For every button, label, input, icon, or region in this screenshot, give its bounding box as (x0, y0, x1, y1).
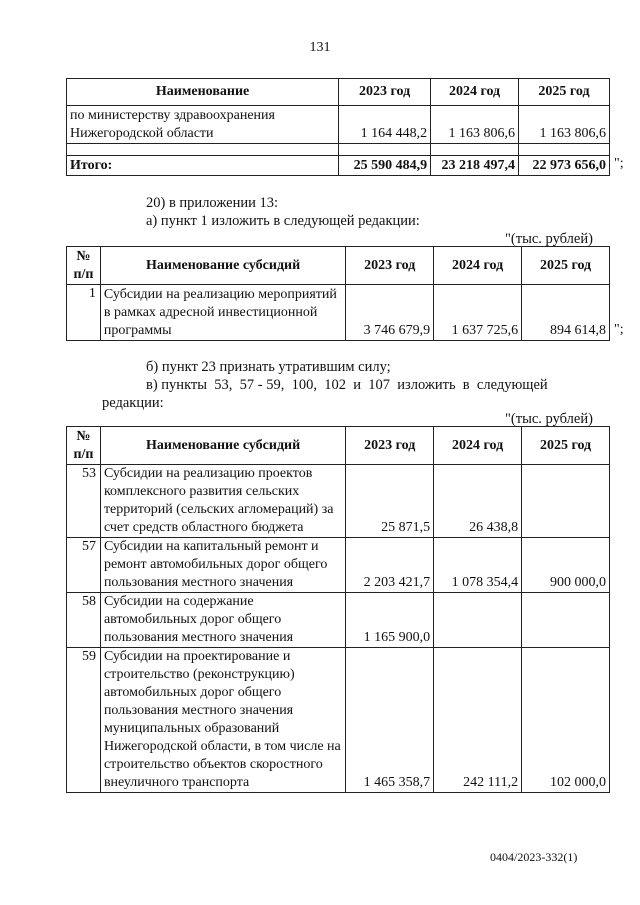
column-header-2024: 2024 год (431, 79, 519, 106)
value-2024: 1 163 806,6 (431, 106, 519, 144)
column-header-index: № п/п (67, 427, 101, 465)
table-row (67, 285, 610, 341)
value-2024: 1 078 354,4 (434, 538, 522, 593)
spacer-row (67, 144, 610, 156)
value-2023: 1 465 358,7 (346, 648, 434, 793)
row-name: Субсидии на реализацию проектов комплексного развития сельских территорий (сельских агломераций) за счет средств областного бюджета (100, 465, 345, 538)
row-index: 57 (67, 538, 101, 593)
summary-table (66, 78, 610, 176)
column-header-2025: 2025 год (522, 427, 610, 465)
column-header-2025: 2025 год (519, 79, 610, 106)
row-name: Субсидии на капитальный ремонт и ремонт автомобильных дорог общего пользования местного значения (100, 538, 345, 593)
table-row (67, 106, 610, 144)
value-2025: 900 000,0 (522, 538, 610, 593)
paragraph: б) пункт 23 признать утратившим силу; (146, 359, 391, 375)
row-name: Субсидии на реализацию мероприятий в рамках адресной инвестиционной программы (100, 285, 345, 341)
value-2023: 1 165 900,0 (346, 593, 434, 648)
row-name-line: по министерству здравоохранения (70, 108, 275, 123)
subsidy-table-items (66, 426, 610, 793)
paragraph: в) пункты 53, 57 - 59, 100, 102 и 107 изложить в следующей (146, 377, 548, 393)
subsidy-table-item1 (66, 246, 610, 341)
units-label: "(тыс. рублей) (505, 411, 593, 427)
column-header-name: Наименование субсидий (100, 427, 345, 465)
column-header-2023: 2023 год (346, 427, 434, 465)
value-2025: 1 163 806,6 (519, 106, 610, 144)
value-2023: 25 871,5 (346, 465, 434, 538)
total-2025: 22 973 656,0 (519, 156, 610, 176)
value-2025 (522, 593, 610, 648)
closing-quote: "; (614, 322, 624, 337)
table-header-row (67, 247, 610, 285)
table-header-row (67, 427, 610, 465)
row-name (67, 106, 339, 144)
row-name: Субсидии на содержание автомобильных дорог общего пользования местного значения (100, 593, 345, 648)
value-2024: 26 438,8 (434, 465, 522, 538)
row-index: 58 (67, 593, 101, 648)
table-row (67, 648, 610, 793)
row-name-line: Нижегородской области (70, 126, 214, 141)
column-header-name: Наименование (67, 79, 339, 106)
value-2024 (434, 593, 522, 648)
column-header-name: Наименование субсидий (100, 247, 345, 285)
table-row (67, 593, 610, 648)
table-row (67, 465, 610, 538)
document-code: 0404/2023-332(1) (490, 850, 578, 864)
column-header-2023: 2023 год (339, 79, 431, 106)
column-header-2024: 2024 год (434, 247, 522, 285)
column-header-2025: 2025 год (522, 247, 610, 285)
value-2024: 242 111,2 (434, 648, 522, 793)
closing-quote: "; (614, 156, 624, 171)
row-index: 1 (67, 285, 101, 341)
value-2023: 1 164 448,2 (339, 106, 431, 144)
total-2023: 25 590 484,9 (339, 156, 431, 176)
value-2023: 3 746 679,9 (346, 285, 434, 341)
column-header-index: № п/п (67, 247, 101, 285)
value-2025: 102 000,0 (522, 648, 610, 793)
value-2025: 894 614,8 (522, 285, 610, 341)
table-row (67, 538, 610, 593)
units-label: "(тыс. рублей) (505, 231, 593, 247)
total-2024: 23 218 497,4 (431, 156, 519, 176)
row-name: Субсидии на проектирование и строительство (реконструкцию) автомобильных дорог общего пользования местного значения муниципальных образований Нижегородской области, в том числе на строительство объектов скоростного внеуличного транспорта (100, 648, 345, 793)
paragraph: редакции: (102, 395, 164, 411)
paragraph: а) пункт 1 изложить в следующей редакции: (146, 213, 420, 229)
value-2025 (522, 465, 610, 538)
total-label: Итого: (67, 156, 339, 176)
value-2023: 2 203 421,7 (346, 538, 434, 593)
column-header-2024: 2024 год (434, 427, 522, 465)
table-header-row (67, 79, 610, 106)
page-number: 131 (309, 40, 331, 55)
row-index: 59 (67, 648, 101, 793)
paragraph: 20) в приложении 13: (146, 195, 279, 211)
total-row (67, 156, 610, 176)
value-2024: 1 637 725,6 (434, 285, 522, 341)
row-index: 53 (67, 465, 101, 538)
column-header-2023: 2023 год (346, 247, 434, 285)
